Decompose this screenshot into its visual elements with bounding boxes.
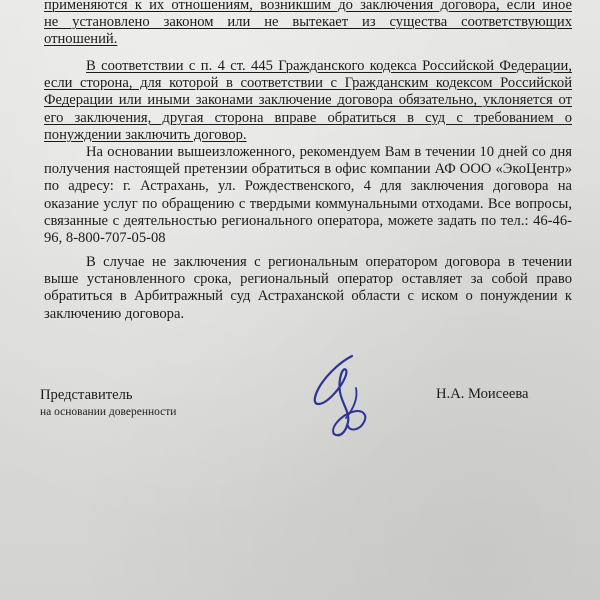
paragraph-article-445: В соответствии с п. 4 ст. 445 Гражданского кодекса Российской Федерации, если сторона, для которой в соответствии с Гражданским кодексом Российской Федерации или иными законами заключение договора обязательно, уклоняется от его заключения, другая сторона вправе обратиться в суд с требованием о понуждении заключить договор. [44, 58, 572, 143]
paragraph-recommendation: На основании вышеизложенного, рекомендуем Вам в течении 10 дней со дня получения настоящей претензии обратиться в офис компании АФ ООО «ЭкоЦентр» по адресу: г. Астрахань, ул. Рождественского, 4 для заключения договора на оказание услуг по обращению с твердыми коммунальными отходами. Все вопросы, связанные с деятельностью регионального оператора, можете задать по тел.: 46-46-96, 8-800-707-05-08 [44, 144, 572, 247]
para1-line-1: применяются к их отношениям, возникшим до заключения договора, если иное [44, 0, 572, 13]
representative-label: Представитель [40, 387, 133, 403]
para1-line-3: отношений. [44, 31, 118, 48]
power-of-attorney-label: на основании доверенности [40, 406, 177, 418]
handwritten-signature [300, 348, 390, 448]
para1-line-2: не установлено законом или не вытекает из существа соответствующих [44, 14, 572, 31]
paragraph-court-warning: В случае не заключения с региональным оператором договора в течении выше установленного срока, региональный оператор оставляет за собой право обратиться в Арбитражный суд Астраханской области с иском о понуждении к заключению договора. [44, 254, 572, 322]
paragraph-continuation [44, 0, 572, 49]
signatory-role [40, 386, 176, 420]
signatory-name: Н.А. Моисеева [436, 386, 529, 402]
